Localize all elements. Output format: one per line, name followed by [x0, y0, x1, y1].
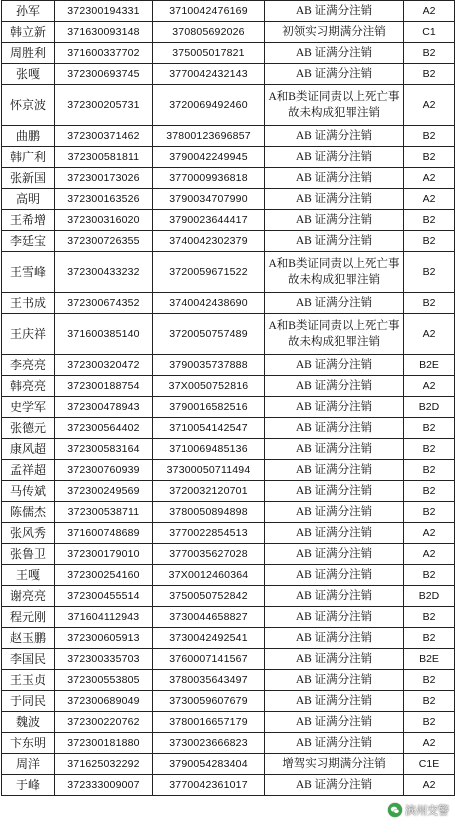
reason-cell: AB 证满分注销: [265, 523, 404, 544]
license-class-cell: B2E: [404, 355, 455, 376]
license-number-cell: 3770009936818: [153, 168, 265, 189]
license-class-cell: B2: [404, 502, 455, 523]
license-class-cell: B2: [404, 43, 455, 64]
id-number-cell: 372300371462: [55, 126, 153, 147]
table-row: [2, 439, 455, 460]
name-cell: 陈儒杰: [2, 502, 55, 523]
reason-cell: AB 证满分注销: [265, 376, 404, 397]
name-cell: 孙军: [2, 1, 55, 22]
table-row: [2, 607, 455, 628]
license-number-cell: 370805692026: [153, 22, 265, 43]
name-cell: 王希增: [2, 210, 55, 231]
id-number-cell: 372300689049: [55, 691, 153, 712]
license-class-cell: B2: [404, 210, 455, 231]
reason-cell: AB 证满分注销: [265, 168, 404, 189]
license-class-cell: B2: [404, 691, 455, 712]
license-class-cell: A2: [404, 376, 455, 397]
reason-cell: AB 证满分注销: [265, 397, 404, 418]
id-number-cell: 372300205731: [55, 85, 153, 126]
name-cell: 韩亮亮: [2, 376, 55, 397]
license-class-cell: B2: [404, 418, 455, 439]
id-number-cell: 372333009007: [55, 775, 153, 796]
id-number-cell: 372300249569: [55, 481, 153, 502]
name-cell: 马传斌: [2, 481, 55, 502]
license-number-cell: 3770042361017: [153, 775, 265, 796]
table-row: [2, 210, 455, 231]
id-number-cell: 371625032292: [55, 754, 153, 775]
table-row: [2, 252, 455, 293]
reason-cell: AB 证满分注销: [265, 231, 404, 252]
name-cell: 曲鹏: [2, 126, 55, 147]
reason-cell: AB 证满分注销: [265, 43, 404, 64]
table-row: [2, 628, 455, 649]
reason-cell: AB 证满分注销: [265, 628, 404, 649]
name-cell: 李廷宝: [2, 231, 55, 252]
id-number-cell: 372300478943: [55, 397, 153, 418]
license-class-cell: A2: [404, 1, 455, 22]
reason-cell: AB 证满分注销: [265, 481, 404, 502]
table-row: [2, 168, 455, 189]
license-number-cell: 3730023666823: [153, 733, 265, 754]
name-cell: 孟祥超: [2, 460, 55, 481]
reason-cell: AB 证满分注销: [265, 544, 404, 565]
name-cell: 王庆祥: [2, 314, 55, 355]
license-number-cell: 3760007141567: [153, 649, 265, 670]
name-cell: 张鲁卫: [2, 544, 55, 565]
reason-cell: AB 证满分注销: [265, 649, 404, 670]
reason-cell: AB 证满分注销: [265, 355, 404, 376]
license-number-cell: 3740042302379: [153, 231, 265, 252]
license-number-cell: 375005017821: [153, 43, 265, 64]
table-row: [2, 754, 455, 775]
table-row: [2, 126, 455, 147]
name-cell: 史学军: [2, 397, 55, 418]
table-row: [2, 314, 455, 355]
id-number-cell: 372300179010: [55, 544, 153, 565]
id-number-cell: 371630093148: [55, 22, 153, 43]
name-cell: 王书成: [2, 293, 55, 314]
license-class-cell: A2: [404, 189, 455, 210]
license-class-cell: B2: [404, 126, 455, 147]
license-class-cell: B2: [404, 293, 455, 314]
id-number-cell: 372300335703: [55, 649, 153, 670]
wechat-icon: [388, 803, 402, 817]
name-cell: 王玉贞: [2, 670, 55, 691]
license-class-cell: B2: [404, 460, 455, 481]
license-class-cell: B2: [404, 147, 455, 168]
license-class-cell: A2: [404, 544, 455, 565]
reason-cell: AB 证满分注销: [265, 64, 404, 85]
license-number-cell: 3770042432143: [153, 64, 265, 85]
reason-cell: AB 证满分注销: [265, 502, 404, 523]
license-class-cell: B2: [404, 481, 455, 502]
name-cell: 赵玉鹏: [2, 628, 55, 649]
license-class-cell: B2: [404, 712, 455, 733]
name-cell: 王嘎: [2, 565, 55, 586]
reason-cell: AB 证满分注销: [265, 189, 404, 210]
license-number-cell: 37X0012460364: [153, 565, 265, 586]
name-cell: 卞东明: [2, 733, 55, 754]
name-cell: 张嘎: [2, 64, 55, 85]
license-class-cell: B2E: [404, 649, 455, 670]
id-number-cell: 371600337702: [55, 43, 153, 64]
name-cell: 康风超: [2, 439, 55, 460]
table-row: [2, 565, 455, 586]
table-row: [2, 147, 455, 168]
id-number-cell: 372300320472: [55, 355, 153, 376]
name-cell: 张风秀: [2, 523, 55, 544]
license-class-cell: A2: [404, 168, 455, 189]
table-row: [2, 355, 455, 376]
name-cell: 李亮亮: [2, 355, 55, 376]
license-number-cell: 3750050752842: [153, 586, 265, 607]
license-number-cell: 3770022854513: [153, 523, 265, 544]
license-class-cell: B2D: [404, 397, 455, 418]
id-number-cell: 372300581811: [55, 147, 153, 168]
license-cancellation-table: [1, 0, 455, 796]
reason-cell: AB 证满分注销: [265, 775, 404, 796]
table-row: [2, 231, 455, 252]
id-number-cell: 372300583164: [55, 439, 153, 460]
license-class-cell: B2: [404, 607, 455, 628]
reason-cell: AB 证满分注销: [265, 712, 404, 733]
table-row: [2, 460, 455, 481]
license-number-cell: 3740042438690: [153, 293, 265, 314]
name-cell: 周胜利: [2, 43, 55, 64]
id-number-cell: 372300674352: [55, 293, 153, 314]
license-class-cell: B2: [404, 565, 455, 586]
name-cell: 怀京波: [2, 85, 55, 126]
id-number-cell: 372300433232: [55, 252, 153, 293]
license-number-cell: 3790034707990: [153, 189, 265, 210]
table-row: [2, 481, 455, 502]
name-cell: 王雪峰: [2, 252, 55, 293]
reason-cell: AB 证满分注销: [265, 147, 404, 168]
table-row: [2, 85, 455, 126]
license-class-cell: B2: [404, 252, 455, 293]
license-number-cell: 3780016657179: [153, 712, 265, 733]
license-number-cell: 37800123696857: [153, 126, 265, 147]
reason-cell: AB 证满分注销: [265, 293, 404, 314]
reason-cell: AB 证满分注销: [265, 418, 404, 439]
table-row: [2, 43, 455, 64]
license-number-cell: 3720050757489: [153, 314, 265, 355]
reason-cell: AB 证满分注销: [265, 126, 404, 147]
reason-cell: AB 证满分注销: [265, 670, 404, 691]
table-row: [2, 293, 455, 314]
reason-cell: A和B类证同责以上死亡事故未构成犯罪注销: [265, 85, 404, 126]
name-cell: 张德元: [2, 418, 55, 439]
reason-cell: AB 证满分注销: [265, 586, 404, 607]
reason-cell: AB 证满分注销: [265, 733, 404, 754]
table-row: [2, 22, 455, 43]
name-cell: 魏波: [2, 712, 55, 733]
id-number-cell: 371600748689: [55, 523, 153, 544]
table-row: [2, 189, 455, 210]
name-cell: 高明: [2, 189, 55, 210]
table-row: [2, 64, 455, 85]
license-number-cell: 3790035737888: [153, 355, 265, 376]
id-number-cell: 372300564402: [55, 418, 153, 439]
license-number-cell: 3790054283404: [153, 754, 265, 775]
name-cell: 韩广利: [2, 147, 55, 168]
reason-cell: AB 证满分注销: [265, 607, 404, 628]
name-cell: 张新国: [2, 168, 55, 189]
license-number-cell: 3790016582516: [153, 397, 265, 418]
table-row: [2, 586, 455, 607]
id-number-cell: 371604112943: [55, 607, 153, 628]
license-class-cell: A2: [404, 314, 455, 355]
table-row: [2, 775, 455, 796]
name-cell: 韩立新: [2, 22, 55, 43]
table-row: [2, 544, 455, 565]
license-class-cell: B2: [404, 670, 455, 691]
license-number-cell: 3720032120701: [153, 481, 265, 502]
table-row: [2, 649, 455, 670]
id-number-cell: 371600385140: [55, 314, 153, 355]
id-number-cell: 372300553805: [55, 670, 153, 691]
reason-cell: 初领实习期满分注销: [265, 22, 404, 43]
name-cell: 李国民: [2, 649, 55, 670]
id-number-cell: 372300760939: [55, 460, 153, 481]
table-body: [2, 1, 455, 796]
id-number-cell: 372300455514: [55, 586, 153, 607]
table-row: [2, 691, 455, 712]
id-number-cell: 372300194331: [55, 1, 153, 22]
license-class-cell: B2: [404, 439, 455, 460]
reason-cell: AB 证满分注销: [265, 691, 404, 712]
license-number-cell: 37300050711494: [153, 460, 265, 481]
id-number-cell: 372300163526: [55, 189, 153, 210]
table-row: [2, 376, 455, 397]
table-row: [2, 502, 455, 523]
license-number-cell: 3730059607679: [153, 691, 265, 712]
license-class-cell: B2: [404, 231, 455, 252]
license-number-cell: 3710042476169: [153, 1, 265, 22]
id-number-cell: 372300316020: [55, 210, 153, 231]
license-number-cell: 37X0050752816: [153, 376, 265, 397]
name-cell: 谢亮亮: [2, 586, 55, 607]
reason-cell: A和B类证同责以上死亡事故未构成犯罪注销: [265, 314, 404, 355]
reason-cell: AB 证满分注销: [265, 210, 404, 231]
license-number-cell: 3710069485136: [153, 439, 265, 460]
license-class-cell: A2: [404, 775, 455, 796]
license-number-cell: 3770035627028: [153, 544, 265, 565]
watermark: [388, 802, 449, 818]
license-class-cell: C1E: [404, 754, 455, 775]
license-number-cell: 3720069492460: [153, 85, 265, 126]
name-cell: 于同民: [2, 691, 55, 712]
id-number-cell: 372300726355: [55, 231, 153, 252]
table-row: [2, 418, 455, 439]
license-number-cell: 3730042492541: [153, 628, 265, 649]
license-number-cell: 3730044658827: [153, 607, 265, 628]
name-cell: 程元刚: [2, 607, 55, 628]
id-number-cell: 372300605913: [55, 628, 153, 649]
id-number-cell: 372300538711: [55, 502, 153, 523]
license-number-cell: 3780035643497: [153, 670, 265, 691]
reason-cell: 增驾实习期满分注销: [265, 754, 404, 775]
id-number-cell: 372300173026: [55, 168, 153, 189]
license-class-cell: A2: [404, 733, 455, 754]
license-class-cell: B2: [404, 628, 455, 649]
reason-cell: AB 证满分注销: [265, 1, 404, 22]
license-number-cell: 3790023644417: [153, 210, 265, 231]
id-number-cell: 372300181880: [55, 733, 153, 754]
name-cell: 于峰: [2, 775, 55, 796]
id-number-cell: 372300188754: [55, 376, 153, 397]
license-class-cell: B2: [404, 64, 455, 85]
table-row: [2, 523, 455, 544]
reason-cell: A和B类证同责以上死亡事故未构成犯罪注销: [265, 252, 404, 293]
id-number-cell: 372300693745: [55, 64, 153, 85]
license-number-cell: 3790042249945: [153, 147, 265, 168]
table-row: [2, 1, 455, 22]
table-row: [2, 397, 455, 418]
license-number-cell: 3710054142547: [153, 418, 265, 439]
watermark-text: 滨州交警: [405, 804, 449, 817]
reason-cell: AB 证满分注销: [265, 460, 404, 481]
id-number-cell: 372300254160: [55, 565, 153, 586]
reason-cell: AB 证满分注销: [265, 439, 404, 460]
license-class-cell: B2D: [404, 586, 455, 607]
id-number-cell: 372300220762: [55, 712, 153, 733]
table-row: [2, 670, 455, 691]
license-class-cell: A2: [404, 85, 455, 126]
license-class-cell: C1: [404, 22, 455, 43]
license-class-cell: A2: [404, 523, 455, 544]
reason-cell: AB 证满分注销: [265, 565, 404, 586]
table-row: [2, 712, 455, 733]
license-number-cell: 3780050894898: [153, 502, 265, 523]
name-cell: 周洋: [2, 754, 55, 775]
table-row: [2, 733, 455, 754]
license-number-cell: 3720059671522: [153, 252, 265, 293]
